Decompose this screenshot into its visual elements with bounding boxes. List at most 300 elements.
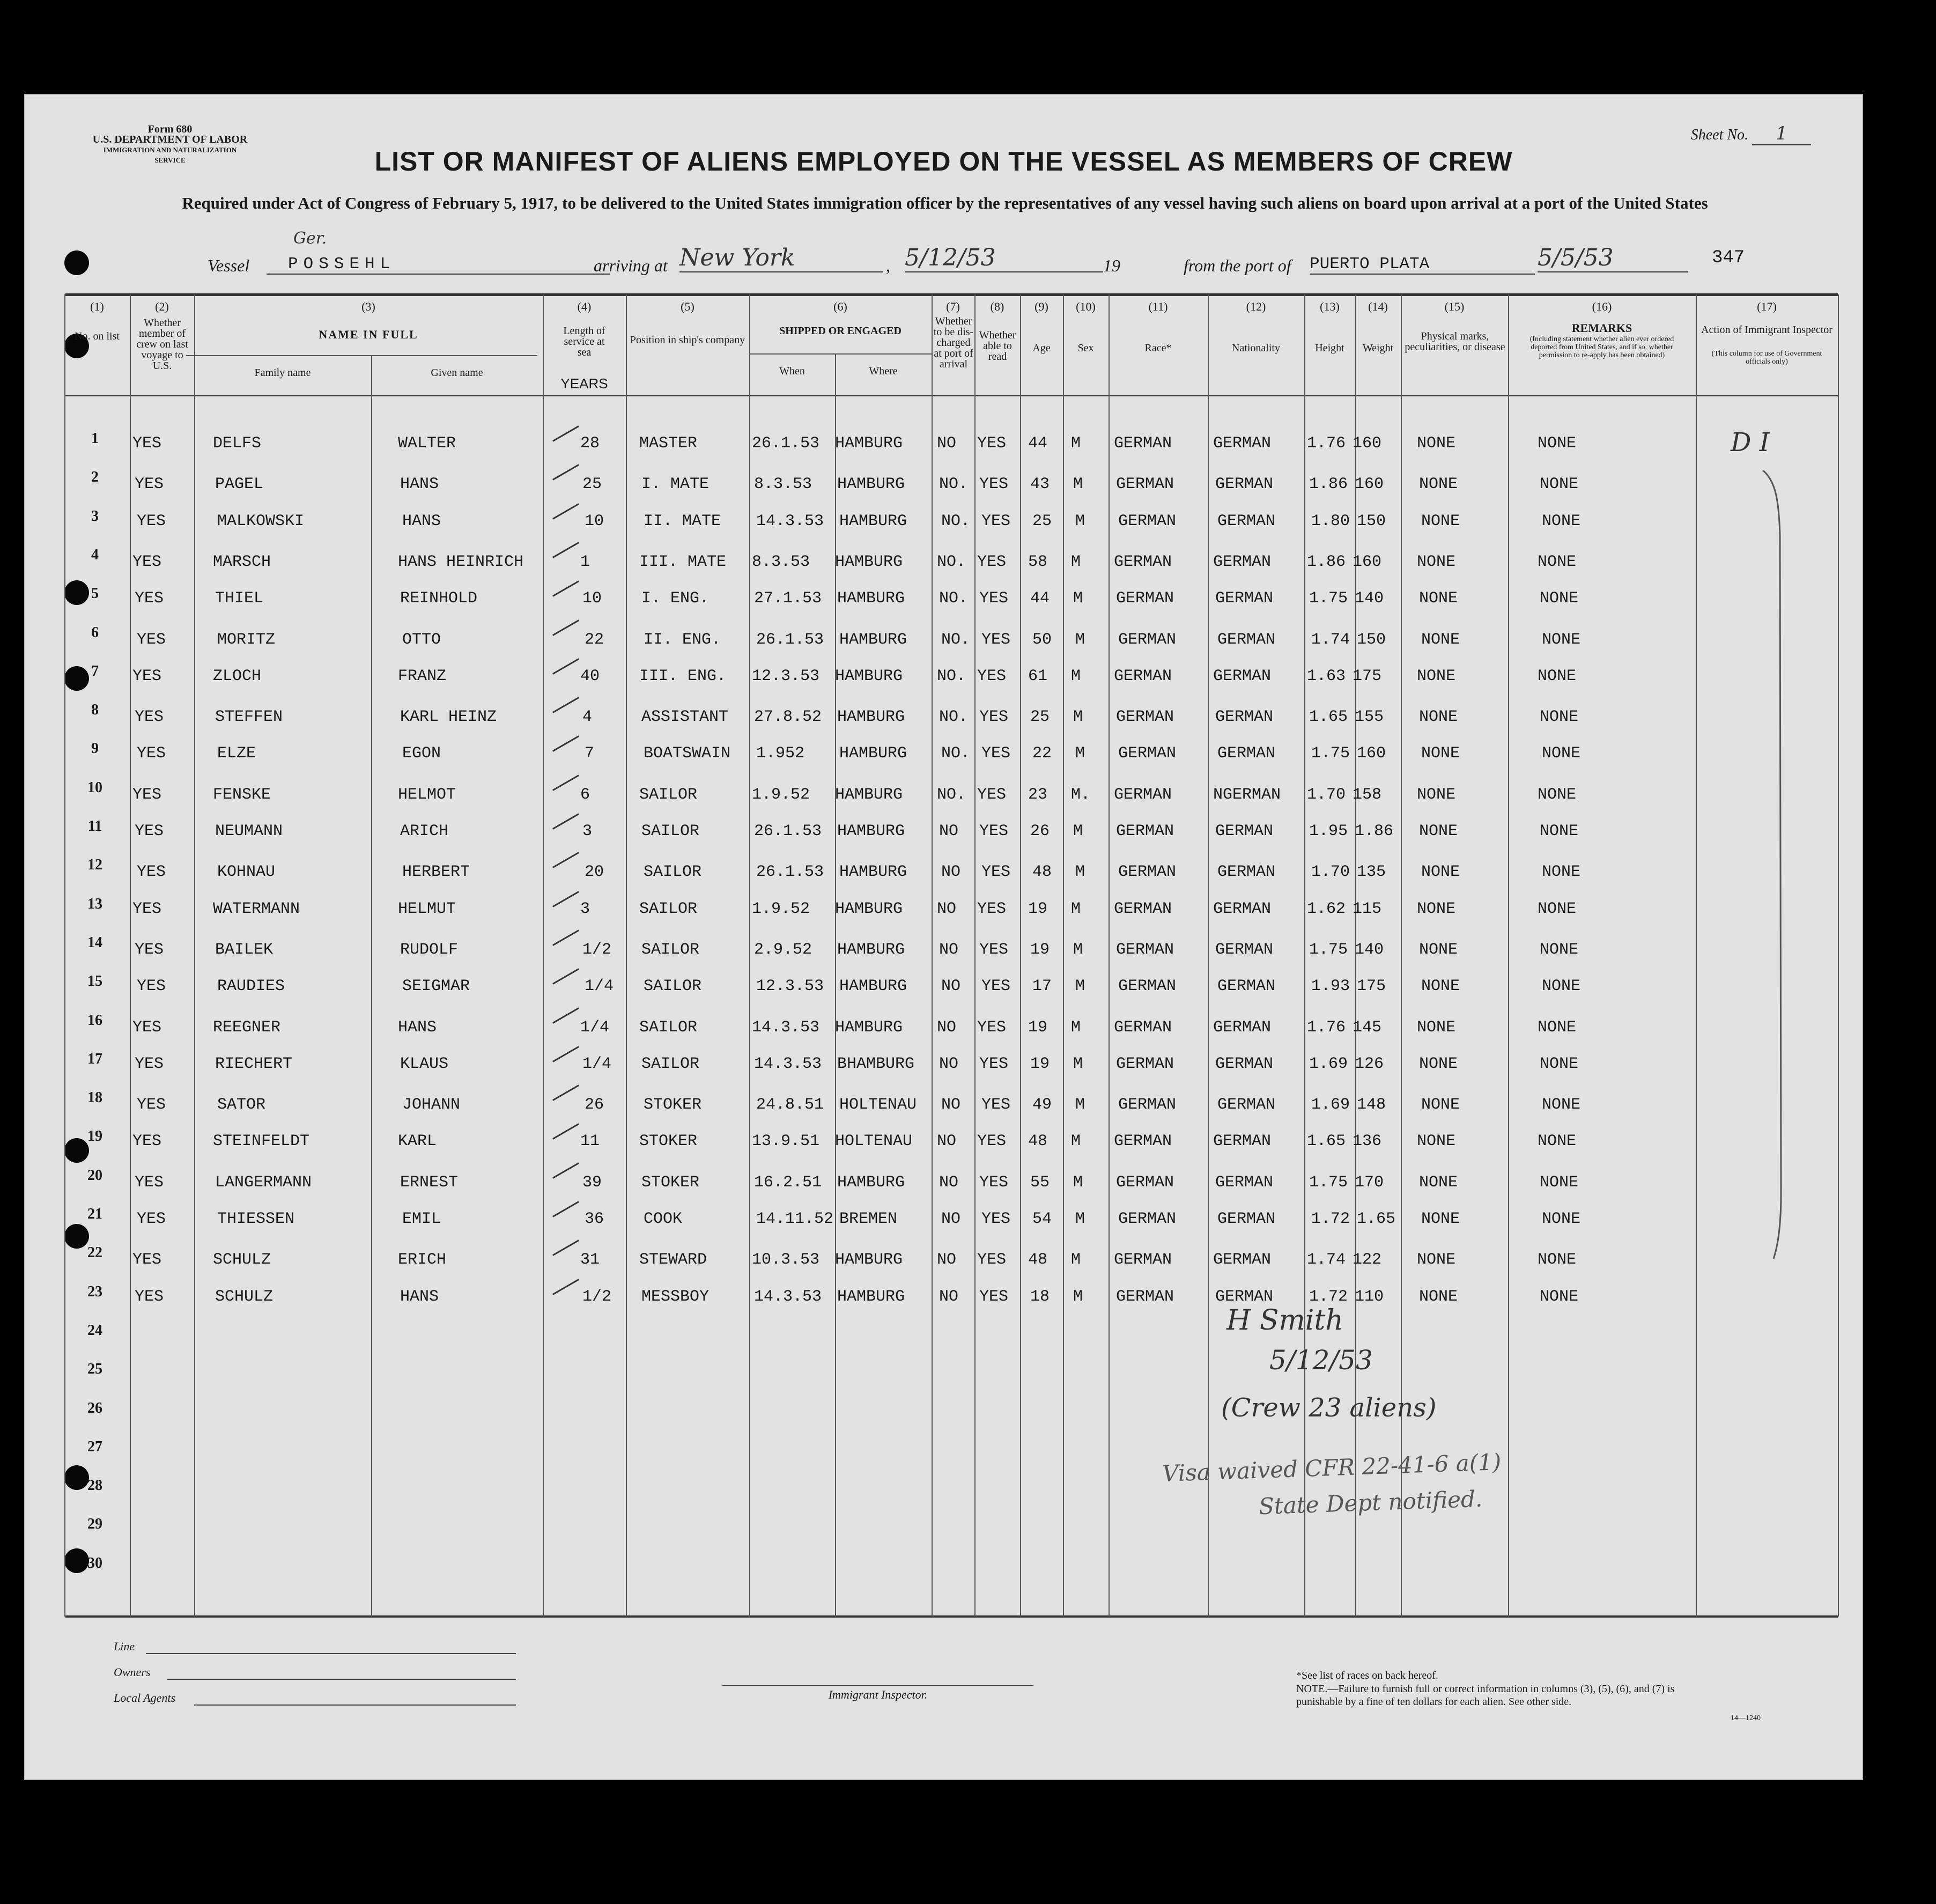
row-number: 17 xyxy=(87,1050,102,1067)
header-when: When xyxy=(779,365,805,377)
table-top-rule xyxy=(65,293,1838,296)
cell-sex: M xyxy=(1075,630,1085,649)
cell-member: YES xyxy=(132,552,162,571)
cell-weight: 140 xyxy=(1355,589,1384,608)
cell-given: HANS xyxy=(400,1287,439,1306)
table-row xyxy=(25,1128,1862,1167)
cell-member: YES xyxy=(137,1096,166,1115)
cell-family: RAUDIES xyxy=(217,977,285,996)
cell-height: 1.80 xyxy=(1311,512,1350,530)
cell-age: 19 xyxy=(1030,940,1050,959)
table-row xyxy=(25,585,1862,624)
cell-member: YES xyxy=(137,1210,166,1228)
signature: H Smith xyxy=(1226,1304,1343,1337)
cell-given: JOHANN xyxy=(402,1096,461,1115)
cell-weight: 158 xyxy=(1353,785,1382,804)
cell-family: ZLOCH xyxy=(213,667,262,685)
cell-discharged: NO. xyxy=(937,667,966,685)
cell-height: 1.75 xyxy=(1309,589,1348,608)
header-position: Position in ship's company xyxy=(630,334,745,346)
row-number: 14 xyxy=(87,934,102,951)
cell-sex: M xyxy=(1073,1054,1083,1073)
cell-age: 25 xyxy=(1032,512,1052,530)
cell-height: 1.74 xyxy=(1307,1251,1346,1270)
cell-nationality: NGERMAN xyxy=(1213,785,1281,804)
cell-height: 1.65 xyxy=(1307,1132,1346,1151)
cell-family: MARSCH xyxy=(213,552,271,571)
cell-remarks: NONE xyxy=(1540,1054,1579,1073)
cell-position: STOKER xyxy=(641,1173,700,1192)
cell-service: 10 xyxy=(582,589,602,608)
cell-remarks: NONE xyxy=(1542,1096,1581,1115)
cell-given: HERBERT xyxy=(402,863,470,882)
cell-race: GERMAN xyxy=(1116,708,1174,727)
cell-discharged: NO xyxy=(937,899,957,918)
cell-height: 1.63 xyxy=(1307,667,1346,685)
cell-read: YES xyxy=(979,1173,1009,1192)
cell-service: 3 xyxy=(580,899,590,918)
cell-when: 1.9.52 xyxy=(752,785,810,804)
cell-position: II. ENG. xyxy=(644,630,721,649)
cell-where: HAMBURG xyxy=(835,434,903,453)
cell-where: HAMBURG xyxy=(839,630,907,649)
cell-age: 61 xyxy=(1028,667,1048,685)
header-weight: Weight xyxy=(1362,342,1394,354)
table-row xyxy=(25,1244,1862,1283)
cell-physical: NONE xyxy=(1421,744,1460,763)
row-number: 10 xyxy=(87,779,102,796)
manifest-sheet: Form 680 U.S. DEPARTMENT OF LABOR IMMIGRATION AND NATURALIZATION SERVICE Sheet No. 1 LIST OR MANIFEST OF ALIENS EMPLOYED ON THE VESSEL AS MEMBERS OF CREW Required under Act of Congress of February 5, 1917, to be delivered to the United States immigration officer by the representatives of any vessel having such aliens on board upon arrival at a port of the United States Vessel Ger. POSSEHL arriving at New York , 5/12/53 19 from the port of PUERTO PLATA 5/5/53 347 (1) (2) (3) (4) (5) (6) (7) (8) (9) (10) (11) (12) (13) (14) (15) (16) (17) No. on list Whether member of crew on last voyage to U.S. NAME IN FULL Family name Given name Length of service at sea Position in ship's company SHIPPED OR ENGAGED When Where Whether to be dis-charged at port of arrival Whether able to read Age Sex Race* Nationality Height Weight Physical marks, peculiarities, or disease REMARKS (Including statement whether alien ever ordered deported from United States, and if so, whether permission to re-apply has been obtained) Action of Immigrant Inspector (This column for use of Government officials only) YEARS 1 YES DELFS WALTER 28 MASTER 26.1.53 HAMBURG NO YES 44 M GERMAN GERMAN 1.76 160 NONE NONE 2 YES PAGEL HANS 25 I. MATE 8.3.53 HAMBURG NO. YES 43 M GERMAN GERMAN 1.86 160 NONE NONE 3 YES MALKOWSKI HANS 10 II. MATE 14.3.53 HAMBURG NO. YES 25 M GERMAN GERMAN 1.80 150 NONE NONE 4 YES MARSCH HANS HEINRICH 1 III. MATE 8.3.53 HAMBURG NO. YES 58 M GERMAN GERMAN 1.86 160 NONE NONE 5 YES THIEL REINHOLD 10 I. ENG. 27.1.53 HAMBURG NO. YES 44 M GERMAN GERMAN 1.75 140 NONE NONE 6 YES MORITZ OTTO 22 II. ENG. 26.1.53 HAMBURG NO. YES 50 M GERMAN GERMAN 1.74 150 NONE NONE 7 YES ZLOCH FRANZ 40 III. ENG. 12.3.53 HAMBURG NO. YES 61 M GERMAN GERMAN 1.63 175 NONE NONE 8 YES STEFFEN KARL HEINZ 4 ASSISTANT 27.8.52 HAMBURG NO. YES 25 M GERMAN GERMAN 1.65 155 NONE NONE 9 YES ELZE EGON 7 BOATSWAIN 1.952 HAMBURG NO. YES 22 M GERMAN GERMAN 1.75 160 NONE NONE 10 YES FENSKE HELMOT 6 SAILOR 1.9.52 HAMBURG NO. YES 23 M. GERMAN NGERMAN 1.70 158 NONE NONE 11 YES NEUMANN ARICH 3 SAILOR 26.1.53 HAMBURG NO YES 26 M GERMAN GERMAN 1.95 1.86 NONE NONE 12 YES KOHNAU HERBERT 20 SAILOR 26.1.53 HAMBURG NO YES 48 M GERMAN GERMAN 1.70 135 NONE NONE 13 YES WATERMANN HELMUT 3 SAILOR 1.9.52 HAMBURG NO YES 19 M GERMAN GERMAN 1.62 115 NONE NONE 14 YES BAILEK RUDOLF 1/2 SAILOR 2.9.52 HAMBURG NO YES 19 M GERMAN GERMAN 1.75 140 NONE NONE 15 YES RAUDIES SEIGMAR 1/4 SAILOR 12.3.53 HAMBURG NO YES 17 M GERMAN GERMAN 1.93 175 NONE NONE 16 YES REEGNER HANS 1/4 SAILOR 14.3.53 HAMBURG NO YES 19 M GERMAN GERMAN 1.76 145 NONE NONE 17 YES RIECHERT KLAUS 1/4 SAILOR 14.3.53 BHAMBURG NO YES 19 M GERMAN GERMAN 1.69 126 NONE NONE 18 YES SATOR JOHANN 26 STOKER 24.8.51 HOLTENAU NO YES 49 M GERMAN GERMAN 1.69 148 NONE NONE 19 YES STEINFELDT KARL 11 STOKER 13.9.51 HOLTENAU NO YES 48 M GERMAN GERMAN 1.65 136 NONE NONE 20 YES LANGERMANN ERNEST 39 STOKER 16.2.51 HAMBURG NO YES 55 M GERMAN GERMAN 1.75 170 NONE NONE 21 YES THIESSEN EMIL 36 COOK 14.11.52 BREMEN NO YES 54 M GERMAN GERMAN 1.72 1.65 NONE NONE 22 YES SCHULZ ERICH 31 STEWARD 10.3.53 HAMBURG NO YES 48 M GERMAN GERMAN 1.74 122 NONE NONE 23 YES SCHULZ HANS 1/2 MESSBOY 14.3.53 HAMBURG NO YES 18 M GERMAN GERMAN 1.72 110 NONE NONE 24 25 26 27 28 29 30 D I H Smith 5/12/53 (Crew 23 aliens) Visa waived CFR 22-41-6 a(1) State Dept notified. Line Owners Local Agents Immigrant Inspector. *See list of races on back hereof. NOTE.—Failure to furnish full or correct information in columns (3), (5), (6), and (7) is punishable by a fine of ten dollars for each alien. See other side. 14—1240 xyxy=(24,94,1863,1780)
cell-age: 48 xyxy=(1032,863,1052,882)
header-shipped: SHIPPED OR ENGAGED xyxy=(779,325,902,337)
cell-weight: 110 xyxy=(1355,1287,1384,1306)
cell-age: 49 xyxy=(1032,1096,1052,1115)
header-family: Family name xyxy=(254,367,311,379)
cell-when: 26.1.53 xyxy=(756,863,824,882)
sheet-number xyxy=(1691,123,1811,145)
col-num: (15) xyxy=(1444,300,1465,313)
header-physical: Physical marks, peculiarities, or disease xyxy=(1405,330,1505,353)
cell-member: YES xyxy=(137,744,166,763)
page-subtitle: Required under Act of Congress of February 5, 1917, to be delivered to the United States immigration officer by the representatives of any vessel having such aliens on board upon arrival at a port of the United States xyxy=(182,194,1708,212)
cell-nationality: GERMAN xyxy=(1213,434,1272,453)
cell-age: 18 xyxy=(1030,1287,1050,1306)
row-number: 11 xyxy=(87,818,102,835)
cell-given: HANS xyxy=(400,475,439,494)
penalty-note: NOTE.—Failure to furnish full or correct information in columns (3), (5), (6), and (7) is punishable by a fine of ten dollars for each alien. See other side. xyxy=(1296,1683,1675,1708)
cell-remarks: NONE xyxy=(1540,589,1579,608)
cell-discharged: NO. xyxy=(941,744,971,763)
header-given: Given name xyxy=(431,367,483,379)
cell-discharged: NO xyxy=(941,977,961,996)
cell-family: FENSKE xyxy=(213,785,271,804)
cell-race: GERMAN xyxy=(1116,1054,1174,1073)
cell-position: BOATSWAIN xyxy=(644,744,731,763)
cell-discharged: NO xyxy=(941,1096,961,1115)
cell-nationality: GERMAN xyxy=(1213,1018,1272,1037)
cell-position: I. ENG. xyxy=(641,589,710,608)
stamp-number: 347 xyxy=(1712,248,1745,268)
cell-sex: M xyxy=(1071,434,1081,453)
cell-member: YES xyxy=(132,1018,162,1037)
cell-given: KARL HEINZ xyxy=(400,708,497,727)
cell-physical: NONE xyxy=(1419,708,1458,727)
cell-sex: M xyxy=(1073,822,1083,840)
cell-sex: M xyxy=(1075,1096,1085,1115)
row-number: 18 xyxy=(87,1089,102,1106)
cell-nationality: GERMAN xyxy=(1213,552,1272,571)
row-number: 3 xyxy=(91,507,99,525)
cell-height: 1.95 xyxy=(1309,822,1348,840)
cell-service: 1/2 xyxy=(582,940,612,959)
cell-position: SAILOR xyxy=(644,977,702,996)
cell-discharged: NO xyxy=(939,1173,959,1192)
cell-service: 20 xyxy=(585,863,604,882)
cell-remarks: NONE xyxy=(1542,630,1581,649)
cell-weight: 160 xyxy=(1357,744,1386,763)
cell-member: YES xyxy=(135,708,164,727)
cell-weight: 160 xyxy=(1355,475,1384,494)
cell-weight: 122 xyxy=(1353,1251,1382,1270)
cell-where: HAMBURG xyxy=(837,589,905,608)
cell-read: YES xyxy=(977,899,1007,918)
table-row xyxy=(25,779,1862,818)
cell-where: BREMEN xyxy=(839,1210,898,1228)
cell-when: 14.11.52 xyxy=(756,1210,834,1228)
cell-discharged: NO. xyxy=(941,512,971,530)
cell-height: 1.75 xyxy=(1309,940,1348,959)
cell-physical: NONE xyxy=(1421,630,1460,649)
arrival-date: 5/12/53 xyxy=(905,244,1103,272)
sheet-value: 1 xyxy=(1752,123,1811,145)
cell-physical: NONE xyxy=(1417,1251,1456,1270)
cell-service: 1/4 xyxy=(585,977,614,996)
cell-when: 2.9.52 xyxy=(754,940,812,959)
cell-age: 58 xyxy=(1028,552,1048,571)
table-row xyxy=(25,702,1862,740)
col-num: (2) xyxy=(155,300,169,313)
cell-physical: NONE xyxy=(1419,1287,1458,1306)
cell-height: 1.76 xyxy=(1307,434,1346,453)
cell-family: MORITZ xyxy=(217,630,276,649)
punch-hole xyxy=(64,250,89,275)
cell-service: 36 xyxy=(585,1210,604,1228)
cell-weight: 160 xyxy=(1353,434,1382,453)
cell-height: 1.70 xyxy=(1311,863,1350,882)
cell-read: YES xyxy=(981,977,1011,996)
cell-sex: M xyxy=(1075,1210,1085,1228)
cell-sex: M xyxy=(1073,940,1083,959)
cell-family: NEUMANN xyxy=(215,822,283,840)
cell-race: GERMAN xyxy=(1116,940,1174,959)
cell-weight: 115 xyxy=(1353,899,1382,918)
cell-nationality: GERMAN xyxy=(1217,744,1276,763)
cell-service: 26 xyxy=(585,1096,604,1115)
cell-height: 1.75 xyxy=(1311,744,1350,763)
footer-agents-label: Local Agents xyxy=(114,1691,176,1704)
cell-sex: M xyxy=(1071,1018,1081,1037)
cell-discharged: NO. xyxy=(939,708,969,727)
cell-when: 8.3.53 xyxy=(754,475,812,494)
table-row xyxy=(25,1206,1862,1244)
table-row xyxy=(25,1167,1862,1206)
table-row xyxy=(25,740,1862,779)
cell-given: EGON xyxy=(402,744,441,763)
cell-when: 26.1.53 xyxy=(756,630,824,649)
cell-race: GERMAN xyxy=(1118,1210,1177,1228)
cell-physical: NONE xyxy=(1419,475,1458,494)
cell-remarks: NONE xyxy=(1542,512,1581,530)
cell-remarks: NONE xyxy=(1538,785,1577,804)
cell-weight: 150 xyxy=(1357,630,1386,649)
cell-age: 25 xyxy=(1030,708,1050,727)
cell-position: II. MATE xyxy=(644,512,721,530)
cell-read: YES xyxy=(979,589,1009,608)
row-number: 12 xyxy=(87,857,102,874)
state-note: State Dept notified. xyxy=(1258,1485,1483,1520)
col-num: (8) xyxy=(990,300,1004,313)
cell-where: BHAMBURG xyxy=(837,1054,915,1073)
cell-service: 31 xyxy=(580,1251,600,1270)
cell-service: 1/4 xyxy=(580,1018,610,1037)
cell-where: HAMBURG xyxy=(837,1173,905,1192)
cell-member: YES xyxy=(135,475,164,494)
cell-height: 1.69 xyxy=(1309,1054,1348,1073)
cell-member: YES xyxy=(132,1132,162,1151)
cell-sex: M xyxy=(1075,977,1085,996)
cell-discharged: NO. xyxy=(937,552,966,571)
cell-physical: NONE xyxy=(1417,434,1456,453)
cell-remarks: NONE xyxy=(1542,1210,1581,1228)
cell-nationality: GERMAN xyxy=(1213,899,1272,918)
cell-race: GERMAN xyxy=(1118,863,1177,882)
cell-where: HAMBURG xyxy=(837,708,905,727)
table-row xyxy=(25,663,1862,702)
action-bracket-line xyxy=(1757,470,1795,1264)
cell-member: YES xyxy=(132,899,162,918)
row-number: 15 xyxy=(87,973,102,990)
cell-given: KARL xyxy=(398,1132,437,1151)
cell-remarks: NONE xyxy=(1542,863,1581,882)
cell-physical: NONE xyxy=(1417,1132,1456,1151)
footer-inspector-label: Immigrant Inspector. xyxy=(828,1688,928,1701)
cell-weight: 150 xyxy=(1357,512,1386,530)
cell-discharged: NO xyxy=(941,863,961,882)
cell-when: 14.3.53 xyxy=(754,1287,822,1306)
cell-where: HAMBURG xyxy=(835,667,903,685)
cell-where: HAMBURG xyxy=(835,1018,903,1037)
cell-when: 27.8.52 xyxy=(754,708,822,727)
cell-remarks: NONE xyxy=(1540,475,1579,494)
cell-position: STOKER xyxy=(639,1132,698,1151)
cell-race: GERMAN xyxy=(1118,744,1177,763)
cell-nationality: GERMAN xyxy=(1215,1287,1274,1306)
cell-read: YES xyxy=(977,1251,1007,1270)
empty-row-number: 25 xyxy=(87,1361,102,1378)
cell-discharged: NO xyxy=(939,1054,959,1073)
cell-member: YES xyxy=(135,940,164,959)
cell-read: YES xyxy=(979,1287,1009,1306)
table-row xyxy=(25,1012,1862,1051)
row-number: 6 xyxy=(91,624,99,641)
cell-remarks: NONE xyxy=(1542,744,1581,763)
cell-nationality: GERMAN xyxy=(1215,475,1274,494)
department: U.S. DEPARTMENT OF LABOR xyxy=(92,134,248,145)
race-footnote: *See list of races on back hereof. xyxy=(1296,1670,1438,1681)
header-read: Whether able to read xyxy=(979,329,1016,363)
cell-height: 1.69 xyxy=(1311,1096,1350,1115)
cell-where: HAMBURG xyxy=(835,1251,903,1270)
col-num: (3) xyxy=(361,300,375,313)
cell-physical: NONE xyxy=(1417,785,1456,804)
cell-remarks: NONE xyxy=(1538,1018,1577,1037)
cell-weight: 155 xyxy=(1355,708,1384,727)
cell-sex: M. xyxy=(1071,785,1091,804)
cell-given: RUDOLF xyxy=(400,940,459,959)
arriving-label: arriving at xyxy=(594,256,668,275)
cell-race: GERMAN xyxy=(1114,1132,1172,1151)
cell-race: GERMAN xyxy=(1118,977,1177,996)
cell-family: WATERMANN xyxy=(213,899,300,918)
cell-nationality: GERMAN xyxy=(1217,1210,1276,1228)
table-row xyxy=(25,430,1862,469)
table-row xyxy=(25,934,1862,973)
cell-given: SEIGMAR xyxy=(402,977,470,996)
cell-family: DELFS xyxy=(213,434,262,453)
cell-given: ERICH xyxy=(398,1251,447,1270)
cell-nationality: GERMAN xyxy=(1215,822,1274,840)
cell-member: YES xyxy=(137,977,166,996)
cell-height: 1.75 xyxy=(1309,1173,1348,1192)
cell-when: 16.2.51 xyxy=(754,1173,822,1192)
cell-age: 19 xyxy=(1028,899,1048,918)
cell-race: GERMAN xyxy=(1116,475,1174,494)
cell-when: 24.8.51 xyxy=(756,1096,824,1115)
col-num: (4) xyxy=(577,300,592,313)
cell-weight: 175 xyxy=(1353,667,1382,685)
row-number: 5 xyxy=(91,585,99,602)
cell-sex: M xyxy=(1073,1173,1083,1192)
cell-service: 25 xyxy=(582,475,602,494)
col-num: (16) xyxy=(1592,300,1612,313)
cell-family: REEGNER xyxy=(213,1018,281,1037)
cell-physical: NONE xyxy=(1421,1210,1460,1228)
cell-age: 44 xyxy=(1028,434,1048,453)
table-row xyxy=(25,624,1862,663)
cell-weight: 135 xyxy=(1357,863,1386,882)
cell-discharged: NO xyxy=(937,1018,957,1037)
row-number: 8 xyxy=(91,702,99,719)
row-number: 22 xyxy=(87,1244,102,1261)
cell-member: YES xyxy=(132,785,162,804)
cell-position: SAILOR xyxy=(639,785,698,804)
cell-weight: 1.65 xyxy=(1357,1210,1396,1228)
cell-when: 26.1.53 xyxy=(754,822,822,840)
cell-physical: NONE xyxy=(1419,1173,1458,1192)
cell-family: BAILEK xyxy=(215,940,274,959)
cell-read: YES xyxy=(977,667,1007,685)
cell-when: 14.3.53 xyxy=(752,1018,820,1037)
cell-read: YES xyxy=(977,434,1007,453)
cell-given: HANS xyxy=(398,1018,437,1037)
cell-member: YES xyxy=(135,822,164,840)
cell-family: THIEL xyxy=(215,589,264,608)
cell-race: GERMAN xyxy=(1116,822,1174,840)
visa-note: Visa waived CFR 22-41-6 a(1) xyxy=(1162,1448,1502,1487)
sheet-label: Sheet No. xyxy=(1690,127,1748,143)
cell-family: RIECHERT xyxy=(215,1054,293,1073)
header-action: Action of Immigrant Inspector xyxy=(1701,324,1832,336)
cell-discharged: NO xyxy=(939,940,959,959)
cell-nationality: GERMAN xyxy=(1217,863,1276,882)
table-row xyxy=(25,1283,1862,1322)
cell-discharged: NO xyxy=(939,1287,959,1306)
form-number: Form 680 xyxy=(147,123,193,135)
cell-given: REINHOLD xyxy=(400,589,478,608)
cell-physical: NONE xyxy=(1419,1054,1458,1073)
cell-service: 4 xyxy=(582,708,593,727)
year-label: 19 xyxy=(1103,256,1120,275)
cell-sex: M xyxy=(1071,1132,1081,1151)
cell-when: 14.3.53 xyxy=(754,1054,822,1073)
cell-given: FRANZ xyxy=(398,667,447,685)
header-height: Height xyxy=(1315,342,1344,354)
cell-sex: M xyxy=(1075,512,1085,530)
cell-discharged: NO xyxy=(937,434,957,453)
cell-read: YES xyxy=(981,1210,1011,1228)
cell-when: 1.952 xyxy=(756,744,805,763)
cell-remarks: NONE xyxy=(1540,708,1579,727)
cell-age: 17 xyxy=(1032,977,1052,996)
cell-service: 40 xyxy=(580,667,600,685)
cell-nationality: GERMAN xyxy=(1217,512,1276,530)
cell-sex: M xyxy=(1071,899,1081,918)
cell-sex: M xyxy=(1071,1251,1081,1270)
cell-service: 11 xyxy=(580,1132,600,1151)
cell-nationality: GERMAN xyxy=(1217,1096,1276,1115)
cell-nationality: GERMAN xyxy=(1215,1054,1274,1073)
cell-service: 1 xyxy=(580,552,590,571)
cell-physical: NONE xyxy=(1417,667,1456,685)
cell-weight: 1.86 xyxy=(1355,822,1394,840)
page-title: LIST OR MANIFEST OF ALIENS EMPLOYED ON THE VESSEL AS MEMBERS OF CREW xyxy=(374,146,1513,176)
table-row xyxy=(25,1089,1862,1128)
cell-position: STOKER xyxy=(644,1096,702,1115)
cell-read: YES xyxy=(979,1054,1009,1073)
cell-remarks: NONE xyxy=(1542,977,1581,996)
cell-read: YES xyxy=(981,863,1011,882)
cell-height: 1.86 xyxy=(1309,475,1348,494)
header-service: Length of service at sea xyxy=(563,325,605,358)
cell-height: 1.74 xyxy=(1311,630,1350,649)
cell-read: YES xyxy=(977,785,1007,804)
cell-race: GERMAN xyxy=(1116,589,1174,608)
table-row xyxy=(25,1051,1862,1089)
cell-where: HAMBURG xyxy=(835,899,903,918)
cell-service: 10 xyxy=(585,512,604,530)
cell-family: SCHULZ xyxy=(215,1287,274,1306)
cell-weight: 126 xyxy=(1355,1054,1384,1073)
cell-discharged: NO xyxy=(937,1132,957,1151)
empty-row-number: 28 xyxy=(87,1477,102,1494)
empty-row-number: 24 xyxy=(87,1322,102,1339)
cell-remarks: NONE xyxy=(1538,434,1577,453)
cell-given: ERNEST xyxy=(400,1173,459,1192)
cell-read: YES xyxy=(981,1096,1011,1115)
col-num: (14) xyxy=(1368,300,1388,313)
cell-age: 44 xyxy=(1030,589,1050,608)
cell-given: EMIL xyxy=(402,1210,441,1228)
